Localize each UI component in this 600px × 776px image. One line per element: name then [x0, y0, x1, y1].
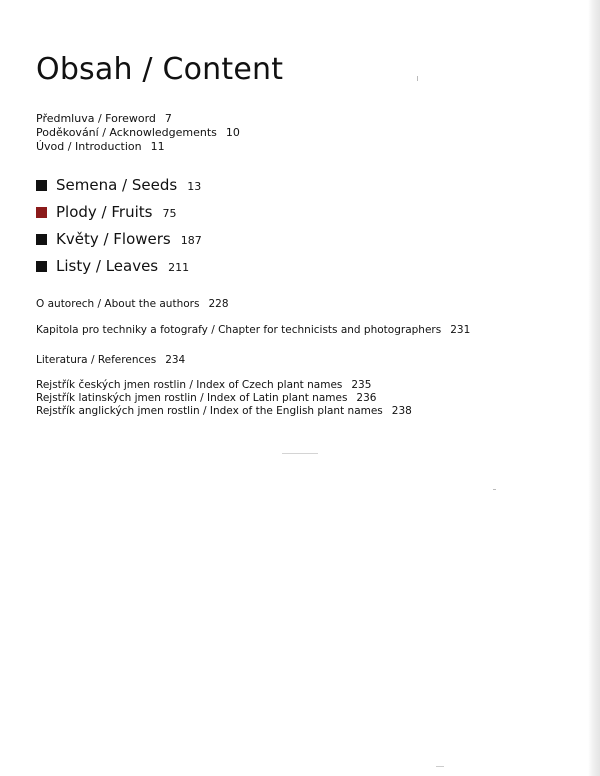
toc-entry-introduction [36, 140, 240, 154]
toc-page-number: 231 [450, 324, 471, 336]
chapter-page-number: 75 [162, 207, 177, 220]
toc-entry-label: Literatura / References [36, 354, 157, 366]
scan-speck [436, 766, 444, 767]
toc-entry-label: Předmluva / Foreword [36, 112, 156, 125]
toc-entry-label: Kapitola pro techniky a fotografy / Chapter for technicists and photographers [36, 324, 442, 336]
toc-entry-label: Úvod / Introduction [36, 140, 142, 153]
chapter-square-icon [36, 261, 47, 272]
toc-entry-label: Rejstřík českých jmen rostlin / Index of Czech plant names [36, 379, 343, 391]
chapter-label: Listy / Leaves [56, 257, 159, 275]
toc-page-number: 10 [225, 126, 240, 139]
index-list [36, 379, 412, 418]
chapter-square-icon [36, 180, 47, 191]
chapter-page-number: 211 [168, 261, 190, 274]
toc-page-number: 11 [150, 140, 165, 153]
toc-page-number: 235 [351, 379, 372, 391]
toc-entry-acknowledgements [36, 126, 240, 140]
toc-entry-label: Rejstřík latinských jmen rostlin / Index of Latin plant names [36, 392, 348, 404]
chapter-label: Květy / Flowers [56, 230, 171, 248]
page-title: Obsah / Content [36, 52, 284, 87]
toc-entry-label: O autorech / About the authors [36, 298, 200, 310]
toc-entry-index-english [36, 405, 412, 418]
toc-entry-label: Rejstřík anglických jmen rostlin / Index of the English plant names [36, 405, 383, 417]
chapter-label: Plody / Fruits [56, 203, 153, 221]
scan-speck [282, 453, 318, 454]
scan-speck [417, 76, 418, 81]
toc-page-number: 238 [391, 405, 412, 417]
scan-speck [493, 489, 496, 490]
chapter-square-icon [36, 234, 47, 245]
toc-entry-label: Poděkování / Acknowledgements [36, 126, 217, 139]
toc-page-number: 7 [164, 112, 172, 125]
chapter-square-icon [36, 207, 47, 218]
toc-entry-authors [36, 298, 229, 311]
chapter-label: Semena / Seeds [56, 176, 178, 194]
toc-entry-foreword [36, 112, 240, 126]
toc-page-number: 236 [356, 392, 377, 404]
front-matter-list [36, 112, 240, 154]
toc-entry-references [36, 354, 185, 367]
toc-entry-index-latin [36, 392, 412, 405]
toc-entry-index-czech [36, 379, 412, 392]
page-edge-shadow [588, 0, 600, 776]
toc-page-number: 228 [208, 298, 229, 310]
chapter-page-number: 13 [187, 180, 202, 193]
toc-page-number: 234 [165, 354, 186, 366]
toc-entry-technicians [36, 324, 470, 337]
chapter-page-number: 187 [180, 234, 202, 247]
